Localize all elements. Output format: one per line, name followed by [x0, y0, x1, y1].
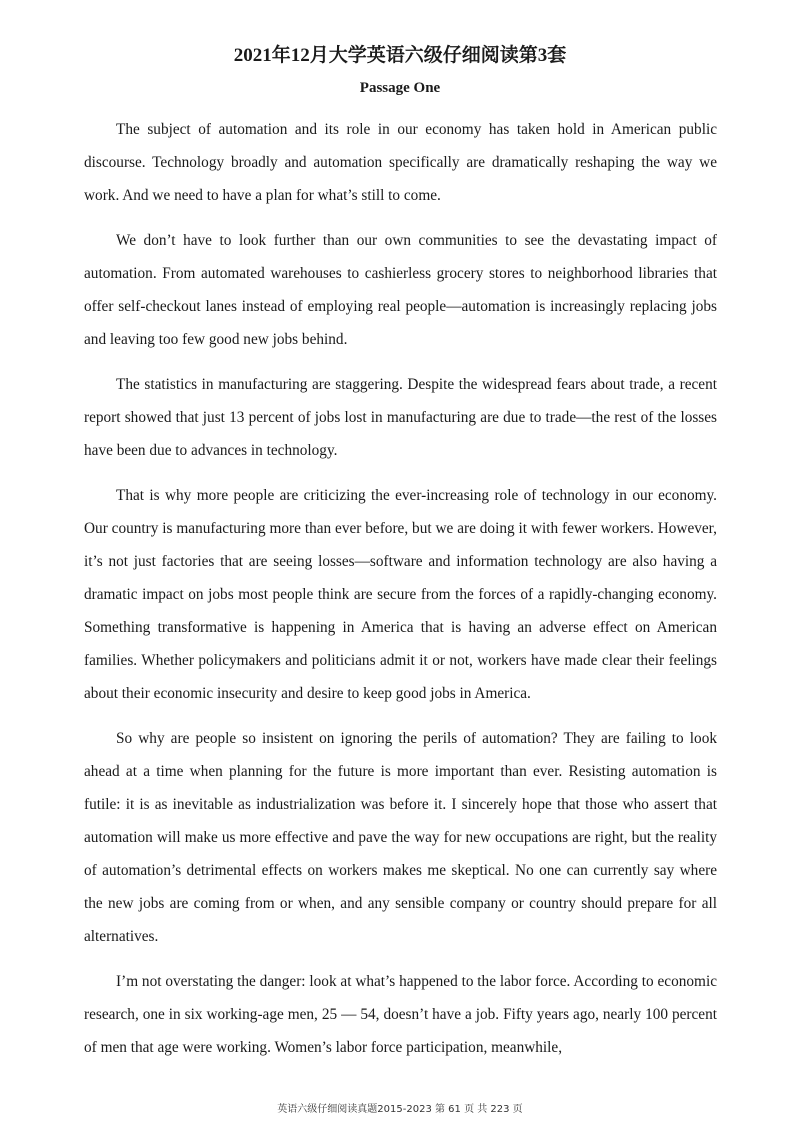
paragraph-6: I’m not overstating the danger: look at what’s happened to the labor force. According to economic research, one in six working-age men, 25 — 54, doesn’t have a job. Fifty years ago, nearly 100 percent of men that age were working. Women’s labor force participation, meanwhile, — [84, 973, 717, 1056]
page-footer: 英语六级仔细阅读真题2015-2023 第 61 页 共 223 页 — [277, 1104, 523, 1115]
passage-body — [84, 113, 717, 1076]
paragraph-3: The statistics in manufacturing are staggering. Despite the widespread fears about trade, a recent report showed that just 13 percent of jobs lost in manufacturing are due to trade—the rest of the losses have been due to advances in technology. — [84, 376, 717, 459]
paragraph-1: The subject of automation and its role in our economy has taken hold in American public discourse. Technology broadly and automation specifically are dramatically reshaping the way we work. And we need to have a plan for what’s still to come. — [84, 121, 717, 204]
document-title: 2021年12月大学英语六级仔细阅读第3套 — [233, 45, 567, 66]
paragraph-5: So why are people so insistent on ignoring the perils of automation? They are failing to look ahead at a time when planning for the future is more important than ever. Resisting automation is futile: it is as inevitable as industrialization was before it. I sincerely hope that those who assert that automation will make us more effective and pave the way for new occupations are right, but the reality of automation’s detrimental effects on workers makes me skeptical. No one can currently say where the new jobs are coming from or when, and any sensible company or country should prepare for all alternatives. — [84, 730, 717, 945]
paragraph-2: We don’t have to look further than our own communities to see the devastating impact of automation. From automated warehouses to cashierless grocery stores to neighborhood libraries that offer self-checkout lanes instead of employing real people—automation is increasingly replacing jobs and leaving too few good new jobs behind. — [84, 232, 717, 348]
paragraph-4: That is why more people are criticizing the ever-increasing role of technology in our economy. Our country is manufacturing more than ever before, but we are doing it with fewer workers. However, it’s not just factories that are seeing losses—software and information technology are also having a dramatic impact on jobs most people think are secure from the forces of a rapidly-changing economy. Something transformative is happening in America that is having an adverse effect on American families. Whether policymakers and politicians admit it or not, workers have made clear their feelings about their economic insecurity and desire to keep good jobs in America. — [84, 487, 717, 702]
passage-label: Passage One — [359, 80, 441, 96]
